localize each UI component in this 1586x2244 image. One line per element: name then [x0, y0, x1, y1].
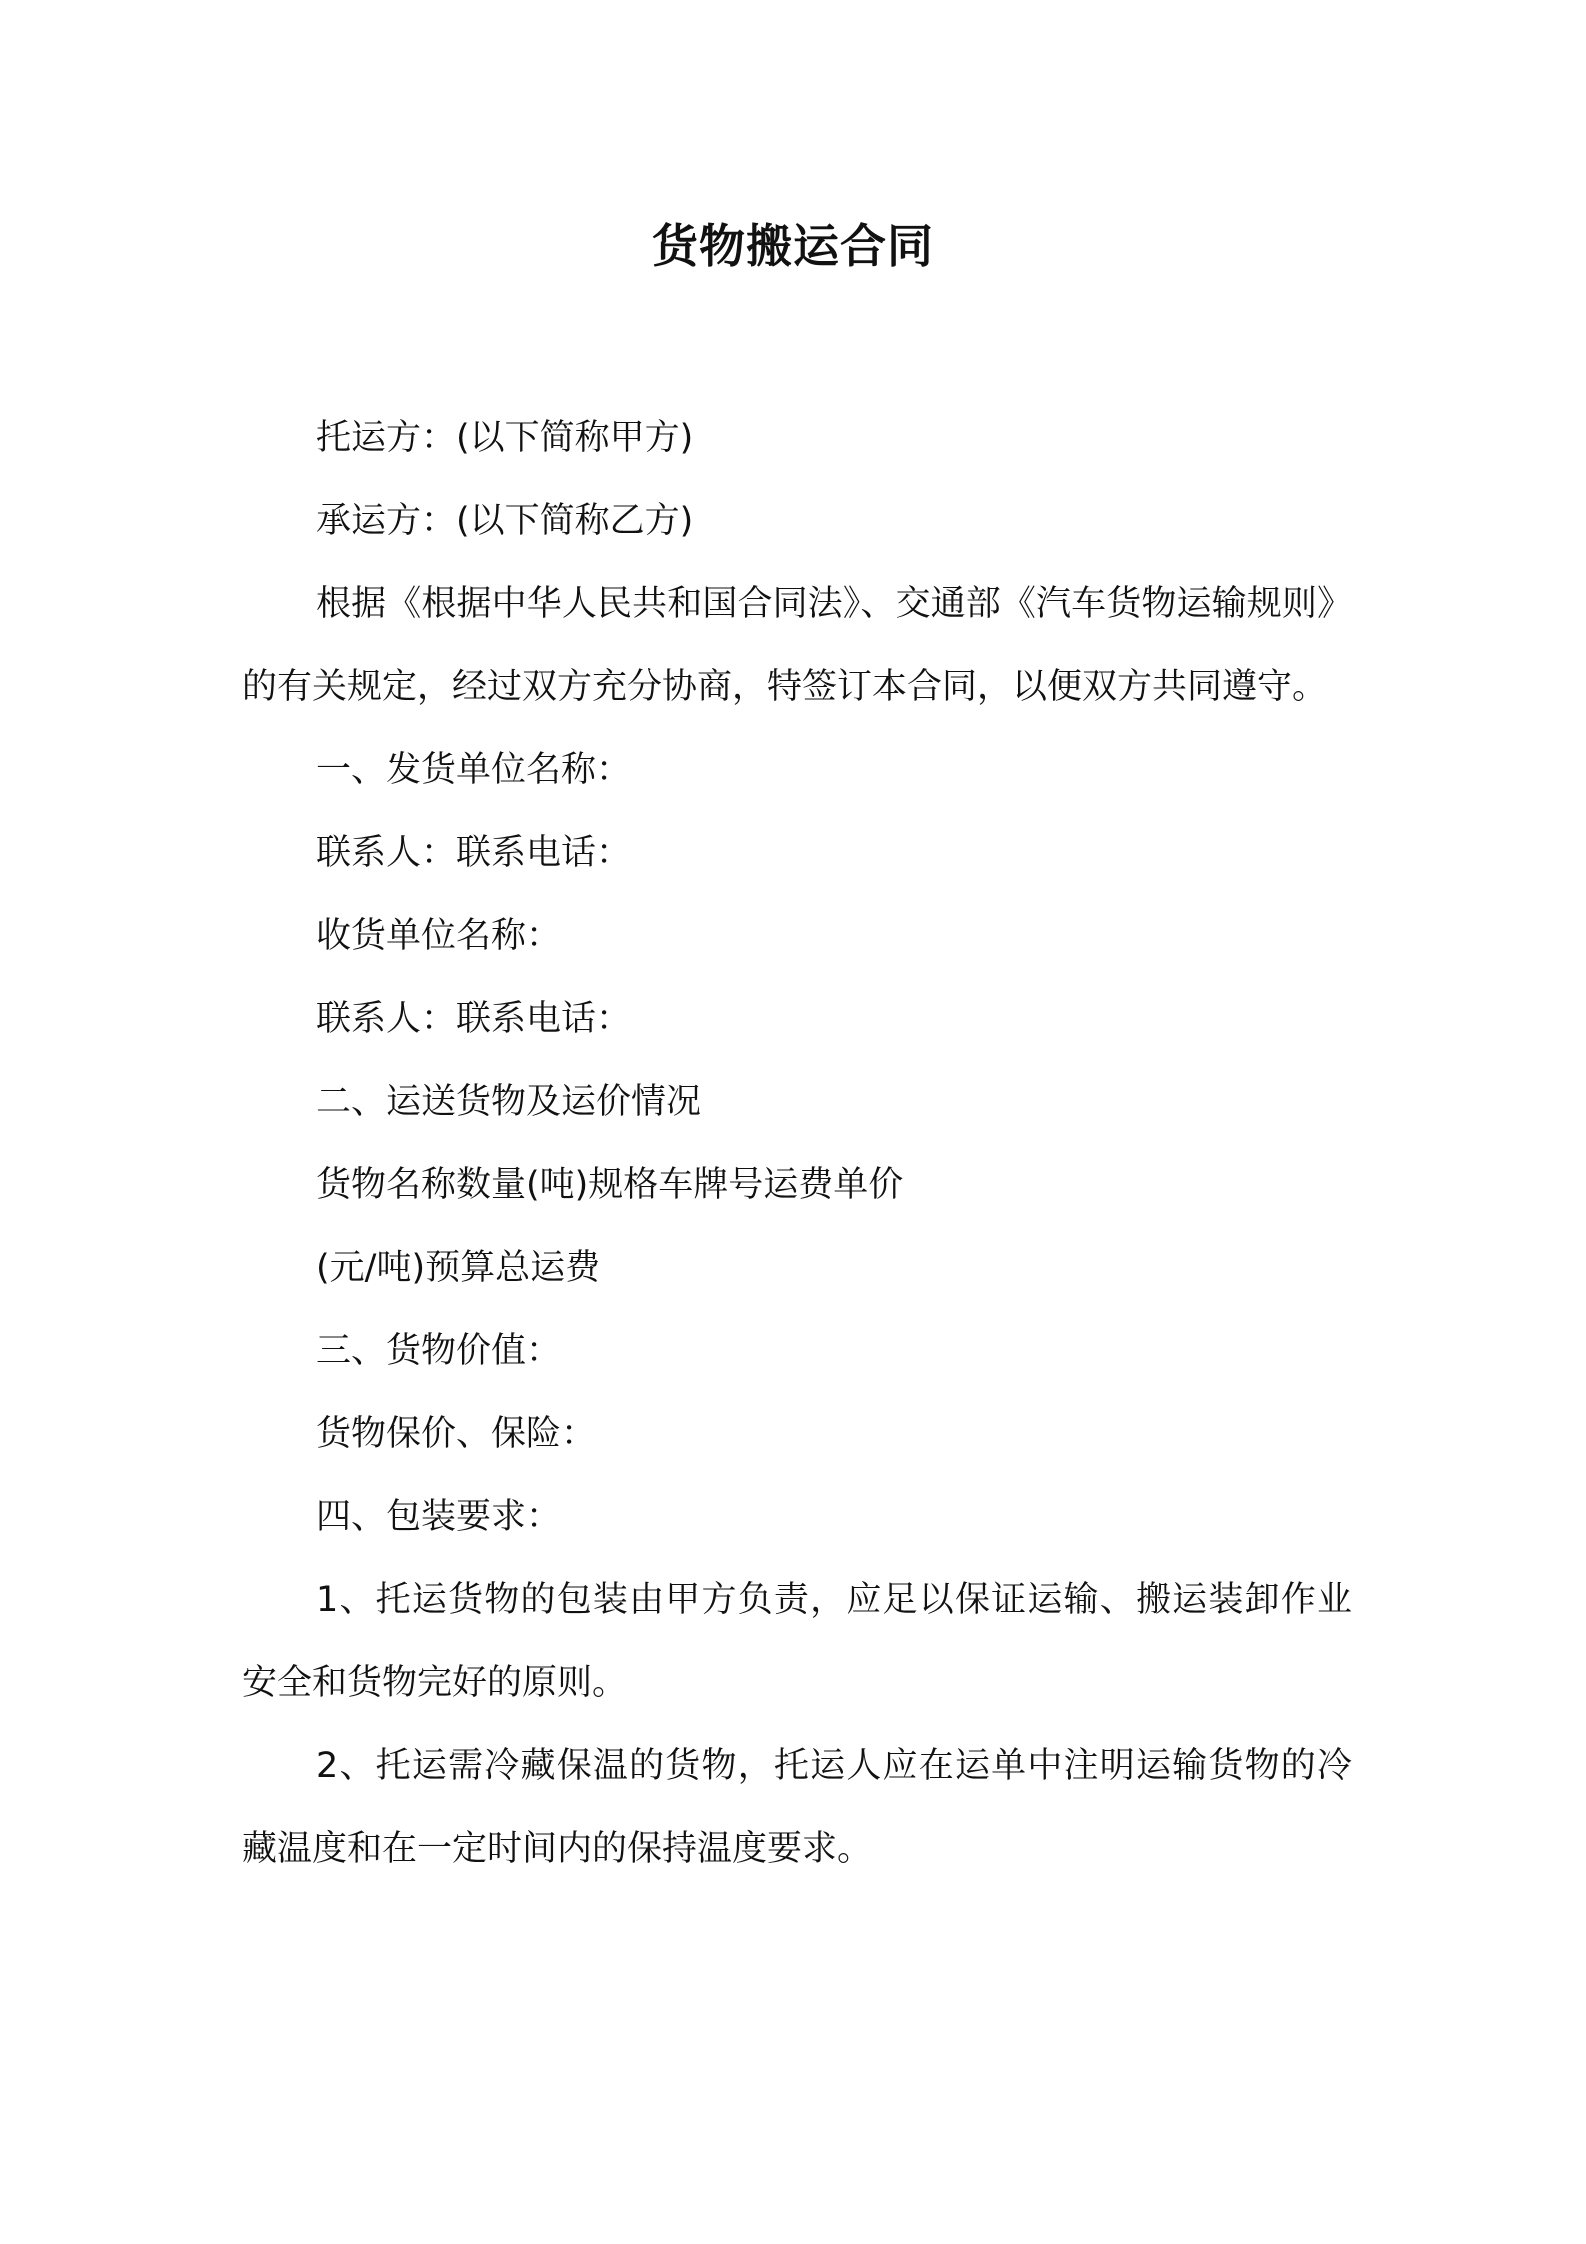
- paragraph-packaging-clause-2: 2、托运需冷藏保温的货物，托运人应在运单中注明运输货物的冷藏温度和在一定时间内的保持温度要求。: [242, 1746, 1352, 1869]
- paragraph-cargo-fields: 货物名称数量(吨)规格车牌号运费单价: [316, 1165, 904, 1205]
- paragraph-carrier: 承运方：(以下简称乙方): [316, 501, 694, 541]
- paragraph-shipper-name: 一、发货单位名称：: [316, 750, 632, 790]
- paragraph-cargo-fields-cont: (元/吨)预算总运费: [316, 1248, 601, 1288]
- paragraph-receiver-contact: 联系人：联系电话：: [316, 999, 632, 1039]
- paragraph-insurance: 货物保价、保险：: [316, 1414, 597, 1454]
- paragraph-receiver-name: 收货单位名称：: [316, 916, 562, 956]
- paragraph-section-2-heading: 二、运送货物及运价情况: [316, 1082, 702, 1122]
- paragraph-section-4-heading: 四、包装要求：: [316, 1497, 562, 1537]
- paragraph-packaging-clause-1: 1、托运货物的包装由甲方负责，应足以保证运输、搬运装卸作业安全和货物完好的原则。: [242, 1580, 1352, 1703]
- document-title: 货物搬运合同: [652, 219, 934, 273]
- paragraph-consignor: 托运方：(以下简称甲方): [316, 418, 694, 458]
- paragraph-shipper-contact: 联系人：联系电话：: [316, 833, 632, 873]
- paragraph-preamble: 根据《根据中华人民共和国合同法》、交通部《汽车货物运输规则》的有关规定，经过双方充分协商，特签订本合同，以便双方共同遵守。: [242, 584, 1352, 707]
- document-body: [242, 397, 1352, 1891]
- paragraph-section-3-heading: 三、货物价值：: [316, 1331, 562, 1371]
